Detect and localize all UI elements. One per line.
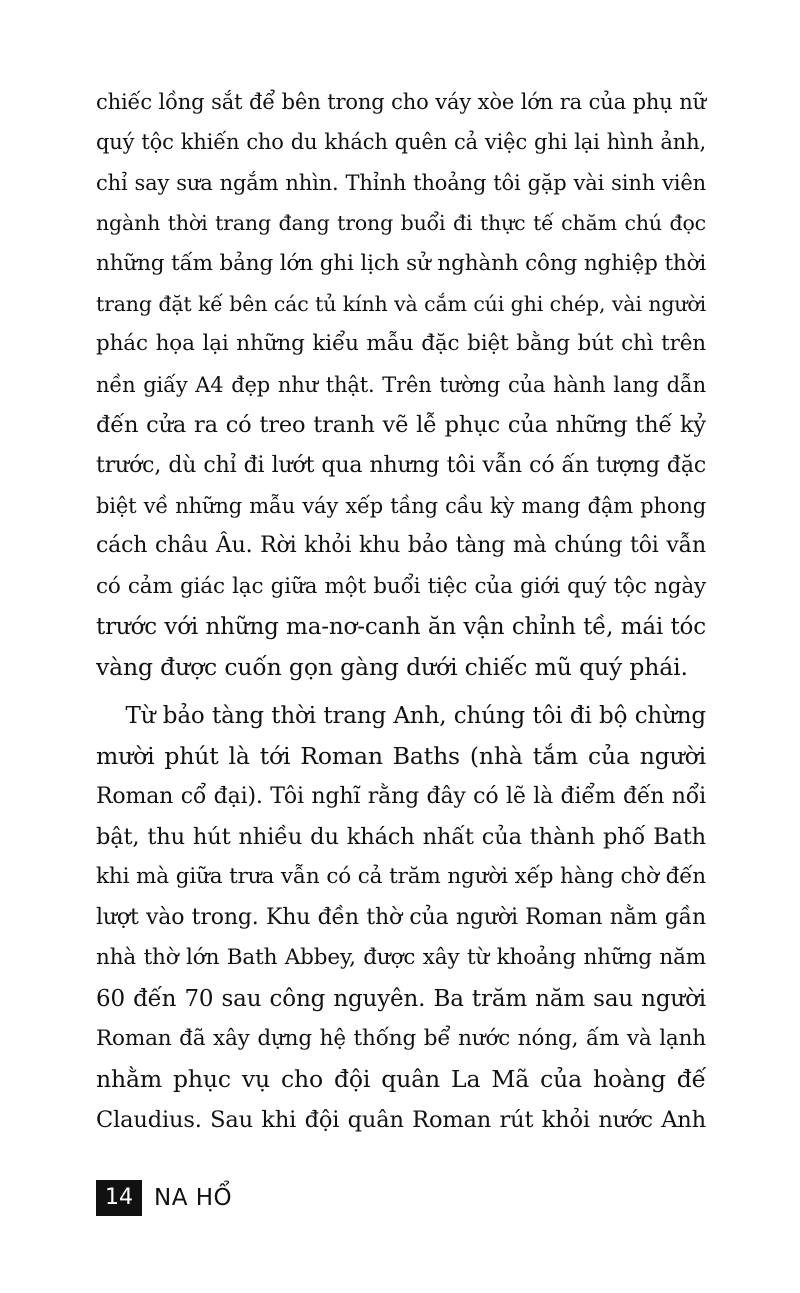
text-line: trang đặt kế bên các tủ kính và cắm cúi ghi chép, vài người (96, 291, 706, 316)
page-footer (96, 1180, 232, 1216)
text-line: nhà thờ lớn Bath Abbey, được xây từ khoảng những năm (96, 945, 706, 971)
text-line: Roman đã xây dựng hệ thống bể nước nóng, ấm và lạnh (96, 1025, 706, 1051)
text-line: Từ bảo tàng thời trang Anh, chúng tôi đi bộ chừng (96, 702, 706, 729)
text-line: chiếc lồng sắt để bên trong cho váy xòe lớn ra của phụ nữ (96, 90, 706, 114)
text-line: nền giấy A4 đẹp như thật. Trên tường của hành lang dẫn (96, 372, 706, 397)
text-line: Roman cổ đại). Tôi nghĩ rằng đây có lẽ là điểm đến nổi (96, 783, 706, 809)
text-line: 60 đến 70 sau công nguyên. Ba trăm năm sau người (96, 985, 706, 1012)
text-line: phác họa lại những kiểu mẫu đặc biệt bằng bút chì trên (96, 331, 706, 357)
text-line: mười phút là tới Roman Baths (nhà tắm của người (96, 742, 706, 771)
text-line: đến cửa ra có treo tranh vẽ lễ phục của những thế kỷ (96, 412, 706, 439)
text-line: trước với những ma-nơ-canh ăn vận chỉnh tề, mái tóc (96, 614, 706, 641)
text-line: biệt về những mẫu váy xếp tầng cầu kỳ mang đậm phong (96, 493, 706, 518)
paragraph-1 (96, 82, 706, 688)
page-body (96, 82, 706, 1140)
paragraph-2 (96, 696, 706, 1140)
text-line: vàng được cuốn gọn gàng dưới chiếc mũ quý phái. (96, 653, 688, 682)
text-line: quý tộc khiến cho du khách quên cả việc ghi lại hình ảnh, (96, 130, 706, 155)
text-line: lượt vào trong. Khu đền thờ của người Roman nằm gần (96, 904, 706, 930)
text-line: ngành thời trang đang trong buổi đi thực tế chăm chú đọc (96, 211, 706, 236)
text-line: nhằm phục vụ cho đội quân La Mã của hoàng đế (96, 1065, 706, 1094)
running-head: NA HỔ (154, 1185, 233, 1211)
text-line: khi mà giữa trưa vẫn có cả trăm người xếp hàng chờ đến (96, 864, 706, 890)
text-line: bật, thu hút nhiều du khách nhất của thành phố Bath (96, 824, 706, 851)
text-line: trước, dù chỉ đi lướt qua nhưng tôi vẫn có ấn tượng đặc (96, 452, 706, 478)
text-line: Claudius. Sau khi đội quân Roman rút khỏi nước Anh (96, 1106, 706, 1133)
text-line: những tấm bảng lớn ghi lịch sử nghành công nghiệp thời (96, 250, 707, 276)
page-number-badge: 14 (96, 1180, 142, 1216)
text-line: chỉ say sưa ngắm nhìn. Thỉnh thoảng tôi gặp vài sinh viên (96, 170, 706, 195)
text-line: có cảm giác lạc giữa một buổi tiệc của giới quý tộc ngày (96, 573, 706, 599)
text-line: cách châu Âu. Rời khỏi khu bảo tàng mà chúng tôi vẫn (96, 533, 706, 559)
